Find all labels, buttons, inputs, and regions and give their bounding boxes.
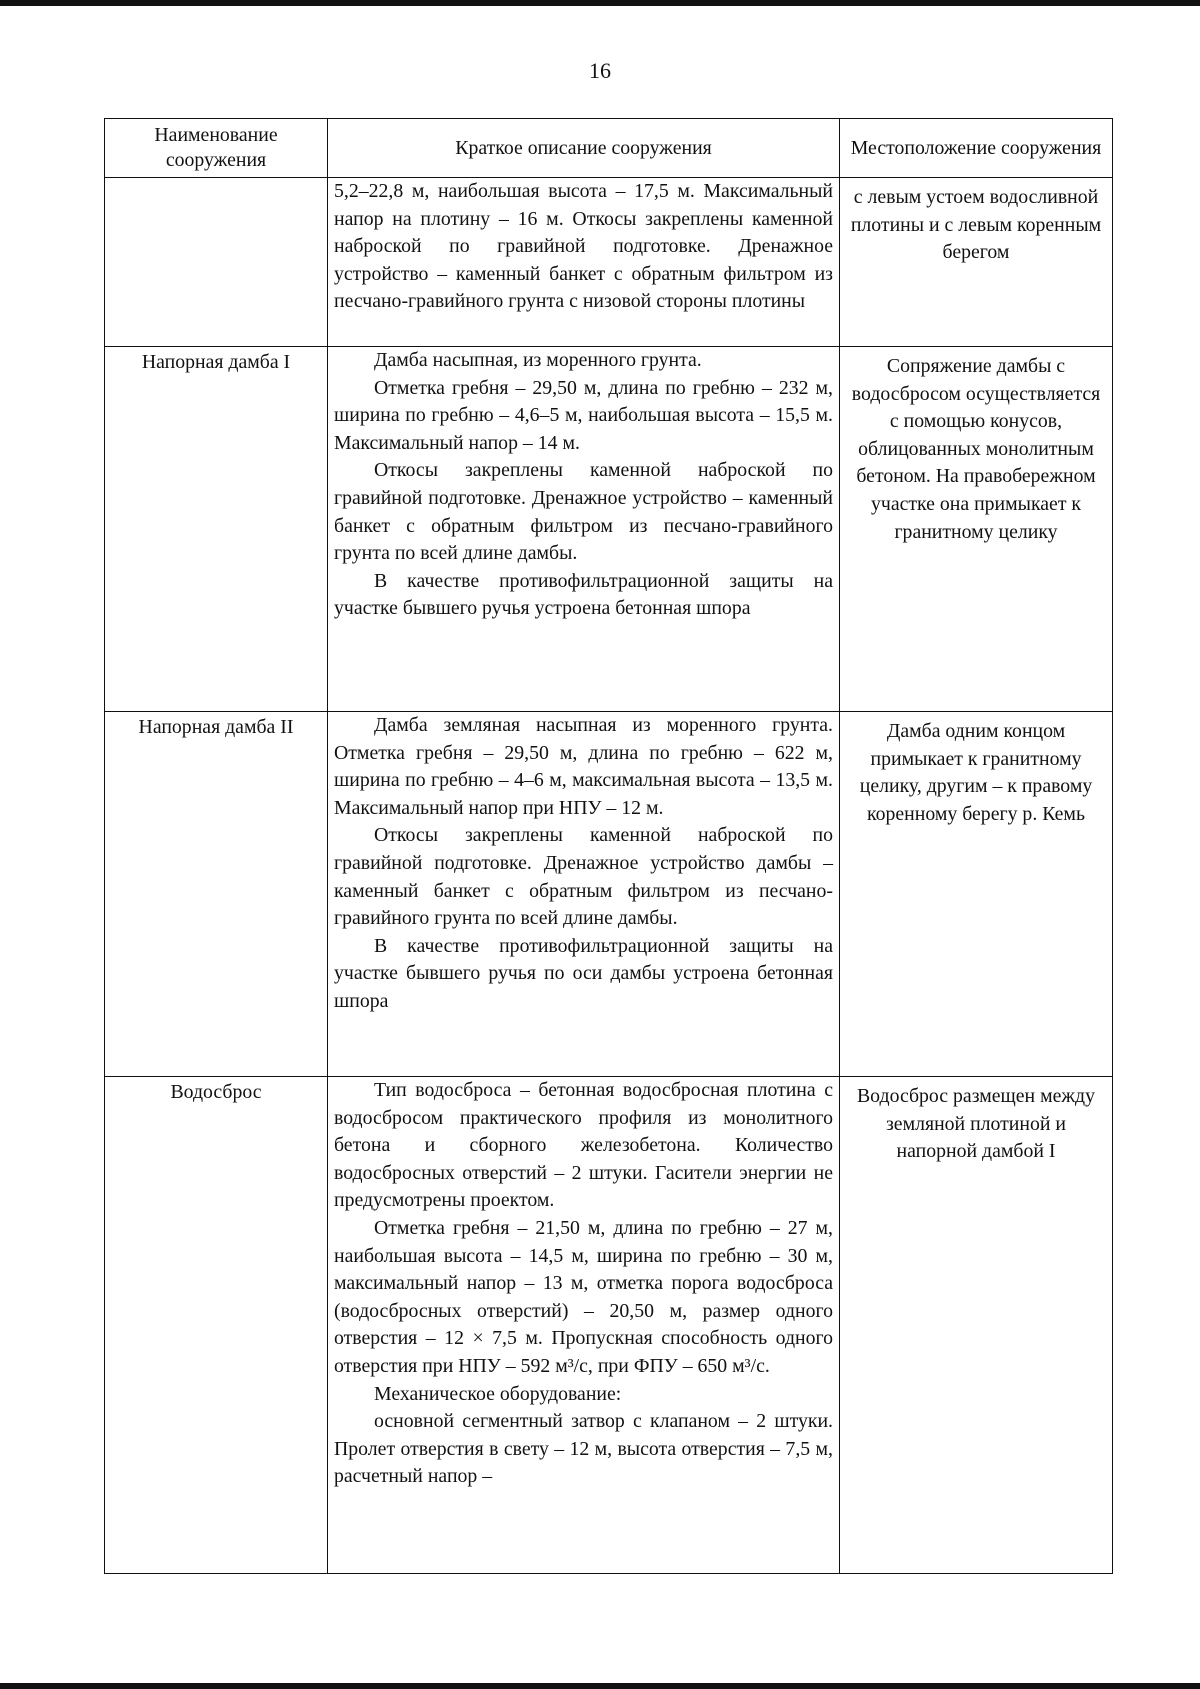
structure-name: Напорная дамба II: [105, 712, 328, 1077]
structure-name: Водосброс: [105, 1077, 328, 1574]
description-paragraph: Дамба земляная насыпная из моренного грунта. Отметка гребня – 29,50 м, длина по гребню – 622 м, ширина по гребню – 4–6 м, максимальная высота – 13,5 м. Максимальный напор при НПУ – 12 м.: [334, 714, 833, 819]
scan-edge-top: [0, 0, 1200, 6]
scan-edge-bottom: [0, 1683, 1200, 1689]
table-row: [105, 1077, 1113, 1574]
structures-table: [104, 118, 1113, 1574]
structure-name: Напорная дамба I: [105, 347, 328, 712]
structure-name: [105, 178, 328, 347]
table-header-row: [105, 119, 1113, 178]
structure-location: Сопряжение дамбы с водосбросом осуществляется с помощью конусов, облицованных монолитным бетоном. На правобережном участке она примыкает к гранитному целику: [840, 347, 1113, 712]
table-row: [105, 178, 1113, 347]
header-description: Краткое описание сооружения: [328, 119, 840, 178]
description-paragraph: В качестве противофильтрационной защиты на участке бывшего ручья устроена бетонная шпора: [334, 569, 833, 620]
table-row: [105, 347, 1113, 712]
header-name: Наименование сооружения: [105, 119, 328, 178]
structure-location: Дамба одним концом примыкает к гранитному целику, другим – к правому коренному берегу р. Кемь: [840, 712, 1113, 1077]
structure-description: [328, 712, 840, 1077]
description-paragraph: Тип водосброса – бетонная водосбросная плотина с водосбросом практического профиля из монолитного бетона и сборного железобетона. Количество водосбросных отверстий – 2 штуки. Гасители энергии не предусмотрены проектом.: [334, 1079, 833, 1212]
structure-description: [328, 347, 840, 712]
structure-location: Водосброс размещен между земляной плотиной и напорной дамбой I: [840, 1077, 1113, 1574]
description-paragraph: Откосы закреплены каменной наброской по гравийной подготовке. Дренажное устройство – каменный банкет с обратным фильтром из песчано-гравийного грунта по всей длине дамбы.: [334, 459, 833, 565]
table-row: [105, 712, 1113, 1077]
description-paragraph: основной сегментный затвор с клапаном – 2 штуки. Пролет отверстия в свету – 12 м, высота отверстия – 7,5 м, расчетный напор –: [334, 1410, 833, 1488]
page-number: 16: [589, 58, 611, 83]
header-location: Местоположение сооружения: [840, 119, 1113, 178]
description-paragraph: В качестве противофильтрационной защиты на участке бывшего ручья по оси дамбы устроена бетонная шпора: [334, 934, 833, 1012]
description-paragraph: Отметка гребня – 21,50 м, длина по гребню – 27 м, наибольшая высота – 14,5 м, ширина по гребню – 30 м, максимальный напор – 13 м, отметка порога водосброса (водосбросных отверстий) – 20,50 м, размер одного отверстия – 12 × 7,5 м. Пропускная способность одного отверстия при НПУ – 592 м³/с, при ФПУ – 650 м³/с.: [334, 1216, 833, 1377]
description-paragraph: Откосы закреплены каменной наброской по гравийной подготовке. Дренажное устройство дамбы – каменный банкет с обратным фильтром из песчано-гравийного грунта по всей длине дамбы.: [334, 824, 833, 930]
description-paragraph: Дамба насыпная, из моренного грунта.: [374, 349, 702, 371]
structure-location: с левым устоем водосливной плотины и с левым коренным берегом: [840, 178, 1113, 347]
description-paragraph: Отметка гребня – 29,50 м, длина по гребню – 232 м, ширина по гребню – 4,6–5 м, наибольшая высота – 15,5 м. Максимальный напор – 14 м.: [334, 376, 833, 454]
structure-description: [328, 1077, 840, 1574]
structure-description: [328, 178, 840, 347]
description-paragraph: 5,2–22,8 м, наибольшая высота – 17,5 м. Максимальный напор на плотину – 16 м. Откосы закреплены каменной наброской по гравийной подготовке. Дренажное устройство – каменный банкет с обратным фильтром из песчано-гравийного грунта с низовой стороны плотины: [334, 180, 833, 313]
description-paragraph: Механическое оборудование:: [374, 1382, 622, 1405]
